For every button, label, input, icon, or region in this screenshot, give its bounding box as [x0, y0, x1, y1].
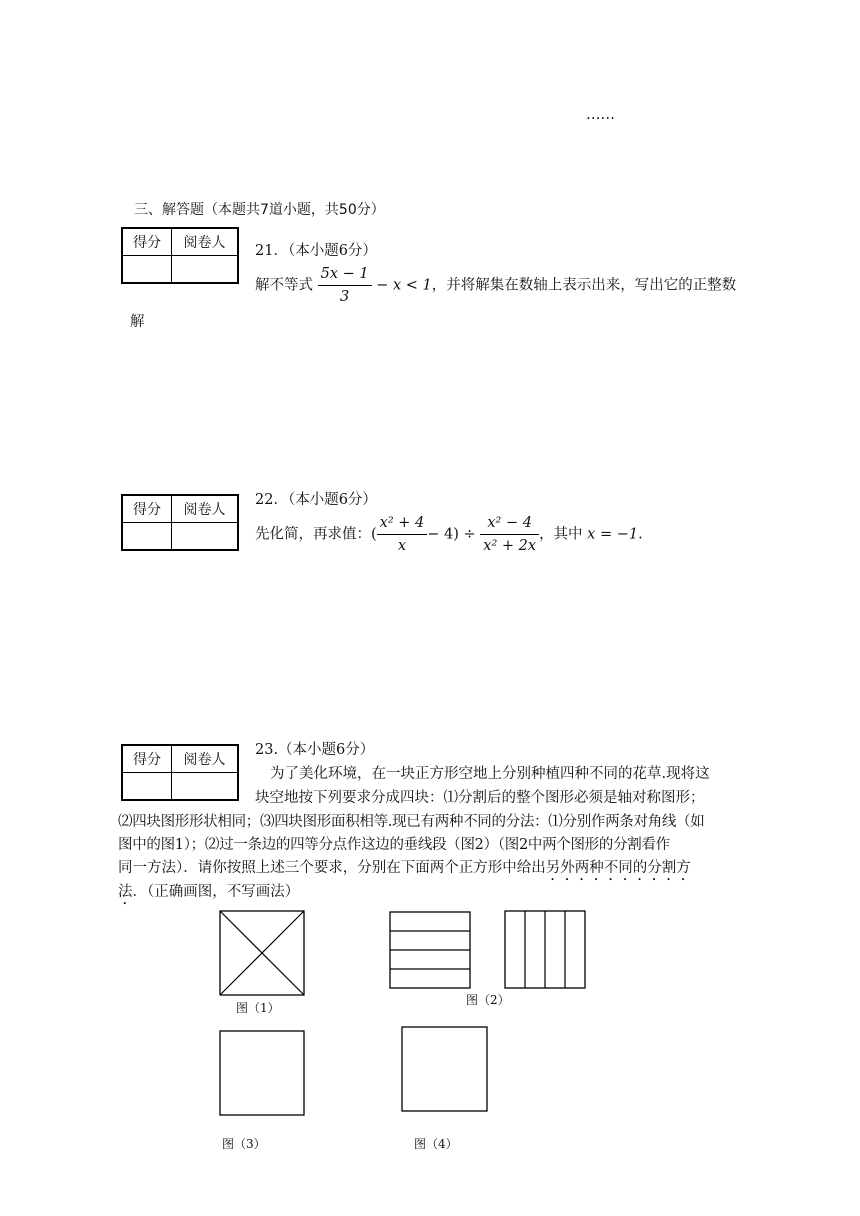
- score-box-q22: [121, 494, 239, 551]
- q21-suffix: ，并将解集在数轴上表示出来，写出它的正整数: [431, 277, 737, 294]
- q22-div: ÷: [463, 526, 476, 543]
- q22-f2-den: x² + 2x: [483, 538, 537, 554]
- grader-label: 阅卷人: [172, 228, 239, 256]
- score-box-q23: [121, 744, 239, 801]
- score-label: 得分: [122, 228, 172, 256]
- q22-header: 22．（本小题6分）: [255, 492, 377, 508]
- q22-fraction-2: [480, 512, 539, 557]
- q22-minus4: − 4): [427, 526, 459, 543]
- q21-header: 21．（本小题6分）: [255, 243, 377, 259]
- q22-cond: x = −1: [587, 526, 639, 543]
- q23-line5a: 同一方法）．请你按照上述三个要求，分别在下面两个正方形中给出: [118, 860, 546, 876]
- q21-frac-den: 3: [339, 289, 350, 305]
- q23-line6b: ．（正确画图，不写画法）: [132, 884, 300, 900]
- q23-line1: 为了美化环境，在一块正方形空地上分别种植四种不同的花草.现将这: [270, 766, 710, 782]
- figure-1-diagonals: [219, 910, 305, 996]
- grader-cell[interactable]: [172, 523, 239, 551]
- figure-4-empty-square[interactable]: [401, 1026, 488, 1112]
- q21-text: [255, 263, 736, 308]
- grader-cell[interactable]: [172, 773, 239, 801]
- figure-2-caption: 图（2）: [466, 993, 510, 1007]
- q21-after-frac: − x < 1: [376, 277, 432, 294]
- q21-fraction: [318, 263, 372, 308]
- q23-header: 23.（本小题6分）: [255, 742, 375, 758]
- score-label: 得分: [122, 745, 172, 773]
- q23-line5: [118, 857, 691, 884]
- q22-text: 先化简，再求值：( $\frac{\text{x² + 4}}{x}$ − 4) ÷ $\frac{\text{x² − 4}}{\text{x² + 2x}}$ ，其中 x = −1.: [255, 512, 643, 557]
- ellipsis-mark: ……: [586, 107, 615, 123]
- q23-line3: ⑵四块图形形状相同；⑶四块图形面积相等.现已有两种不同的分法：⑴分别作两条对角线（如: [118, 814, 705, 830]
- q21-wrap: 解: [130, 314, 145, 330]
- q23-line2: 块空地按下列要求分成四块：⑴分割后的整个图形必须是轴对称图形；: [255, 790, 705, 806]
- q23-line6: [118, 881, 299, 908]
- figure-2-vertical-strips: [504, 910, 586, 989]
- section-title: 三、解答题（本题共7道小题，共50分）: [134, 202, 385, 218]
- figure-3-caption: 图（3）: [222, 1137, 266, 1151]
- score-cell[interactable]: [122, 773, 172, 801]
- q22-f2-num: x² − 4: [480, 512, 539, 535]
- q21-frac-num: 5x − 1: [318, 263, 372, 286]
- score-cell[interactable]: [122, 256, 172, 284]
- figure-1-caption: 图（1）: [236, 1001, 280, 1015]
- q22-fraction-1: [377, 512, 428, 557]
- q22-suffix: ，其中: [539, 526, 583, 543]
- q22-prefix: 先化简，再求值：: [255, 526, 371, 543]
- figure-2-horizontal-strips: [389, 911, 471, 989]
- q22-end: .: [638, 526, 643, 543]
- grader-label: 阅卷人: [172, 495, 239, 523]
- grader-label: 阅卷人: [172, 745, 239, 773]
- q22-f1-num: x² + 4: [377, 512, 428, 535]
- q22-f1-den: x: [397, 538, 407, 554]
- score-box-q21: [121, 227, 239, 284]
- q23-line4: 图中的图1）；⑵过一条边的四等分点作这边的垂线段（图2）（图2中两个图形的分割看作: [118, 837, 670, 853]
- q23-line5b: 另外两种不同的分割方: [545, 860, 691, 876]
- figure-3-empty-square[interactable]: [219, 1030, 305, 1116]
- q21-prefix: 解不等式: [255, 277, 313, 294]
- score-label: 得分: [122, 495, 172, 523]
- q23-line6a: 法: [118, 884, 133, 900]
- figure-4-caption: 图（4）: [414, 1137, 458, 1151]
- grader-cell[interactable]: [172, 256, 239, 284]
- score-cell[interactable]: [122, 523, 172, 551]
